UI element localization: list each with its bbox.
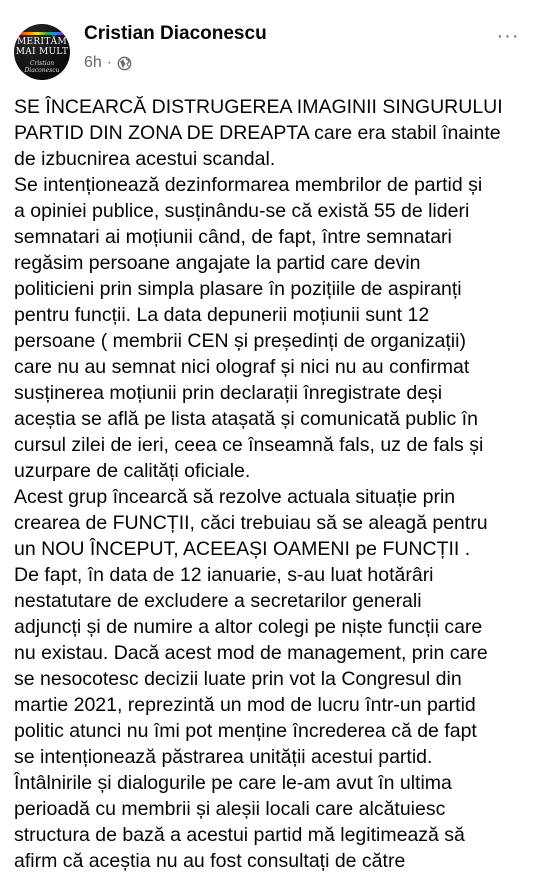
more-horizontal-icon: ··· [496, 24, 520, 47]
post-text-line: aceștia se află pe lista atașată și comunicată public în [14, 408, 478, 430]
post-text-line: De fapt, în data de 12 ianuarie, s-au luat hotărâri [14, 564, 434, 586]
post-text-line: a opiniei publice, susținându-se că există 55 de lideri [14, 200, 470, 222]
post-text-line: de izbucnirea acestui scandal. [14, 148, 276, 170]
post-text-line: se nesocotesc decizii luate prin vot la Congresul din [14, 668, 462, 690]
avatar-logo-line-1: MERITĂM [17, 37, 67, 47]
avatar-color-band [20, 32, 64, 35]
post-header [14, 14, 526, 78]
post-text-line: nu existau. Dacă acest mod de management, prin care [14, 642, 488, 664]
post-text-line: semnatari ai moțiunii când, de fapt, între semnatari [14, 226, 452, 248]
post-text-line: adjuncți și de numire a altor colegi pe niște funcții care [14, 616, 483, 638]
post-text-line: politic atunci nu îmi pot menține încrederea că de fapt [14, 720, 477, 742]
post-text-line: crearea de FUNCȚII, căci trebuiau să se aleagă pentru [14, 512, 488, 534]
post-text-line: perioadă cu membrii și aleșii locali care alcătuiesc [14, 798, 446, 820]
more-options-button[interactable] [490, 24, 526, 48]
post-text-line: se intenționează păstrarea unității acestui partid. [14, 746, 433, 768]
post-text-line: cursul zilei de ieri, ceea ce înseamnă fals, uz de fals și [14, 434, 484, 456]
post-text-line: regăsim persoane angajate la partid care devin [14, 252, 421, 274]
post-text-line: care nu au semnat nici olograf și nici nu au confirmat [14, 356, 470, 378]
post-text-line: Acest grup încearcă să rezolve actuala situație prin [14, 486, 456, 508]
post-text-line: Întâlnirile și dialogurile pe care le-am avut în ultima [14, 772, 452, 794]
post-text-line: nestatutare de excludere a secretarilor generali [14, 590, 422, 612]
post-text-line: structura de bază a acestui partid mă legitimează să [14, 824, 465, 846]
post-text-line: Se intenționează dezinformarea membrilor de partid și [14, 174, 483, 196]
post-text-line: PARTID DIN ZONA DE DREAPTA care era stabil înainte [14, 122, 501, 144]
post-text-line: un NOU ÎNCEPUT, ACEEAȘI OAMENI pe FUNCȚII . [14, 538, 471, 560]
post-text-line: persoane ( membrii CEN și președinți de organizații) [14, 330, 466, 352]
post-text-line: pentru funcții. La data depunerii moțiunii sunt 12 [14, 304, 430, 326]
post-text-line: politicieni prin simpla plasare în pozițiile de aspiranți [14, 278, 462, 300]
post-timestamp[interactable]: 6h [84, 54, 102, 71]
post-text-line: martie 2021, reprezintă un mod de lucru într-un partid [14, 694, 476, 716]
avatar-logo-text [14, 37, 70, 57]
post-text-line: susținerea moțiunii prin declarații înregistrate deși [14, 382, 443, 404]
post-meta [84, 53, 132, 73]
post-text-line: uzurpare de calități oficiale. [14, 460, 251, 482]
avatar-signature: Cristian Diaconescu [24, 60, 60, 74]
avatar-logo-line-2: MAI MULT [15, 47, 69, 57]
avatar[interactable] [14, 24, 70, 80]
post-text-line: SE ÎNCEARCĂ DISTRUGEREA IMAGINII SINGURULUI [14, 96, 503, 118]
meta-separator: · [106, 54, 113, 71]
post-text-line: afirm că aceștia nu au fost consultați de către [14, 850, 406, 872]
post-text [14, 94, 530, 874]
globe-icon[interactable] [117, 56, 132, 71]
author-name[interactable]: Cristian Diaconescu [84, 23, 267, 44]
